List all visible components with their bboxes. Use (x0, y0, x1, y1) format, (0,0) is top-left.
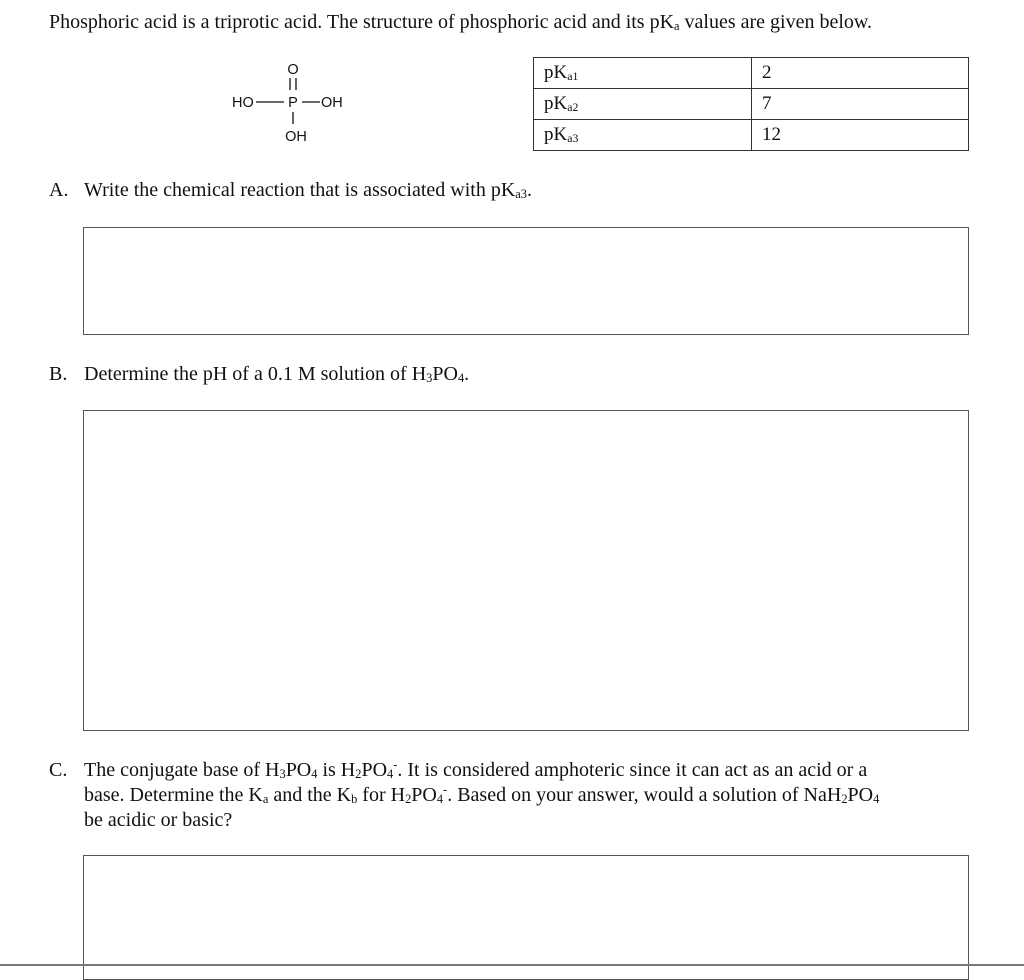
pka-label: $pK_{a2}$ (534, 89, 752, 120)
answer-box-a[interactable] (83, 227, 969, 335)
question-a-letter: A. (49, 179, 69, 201)
structure-phosphorus: P (288, 95, 298, 111)
pka-value: 7 (752, 89, 969, 120)
question-c-line-1: The conjugate base of $H_3PO_4$ is $H_2PO_4^-$. It is considered amphoteric since it can act as an acid or a (84, 757, 868, 782)
question-c-letter: C. (49, 759, 68, 781)
question-b-letter: B. (49, 363, 68, 385)
question-c-line-2: base. Determine the $K_a$ and the $K_b$ for $H_2PO_4^-$. Based on your answer, would a solution of $NaH_2PO_4$ (84, 782, 880, 807)
pka-row (534, 89, 969, 120)
pka-value: 2 (752, 58, 969, 89)
structure-top-oxygen: O (287, 62, 299, 78)
structure-left-group: HO (232, 95, 254, 111)
phosphoric-acid-structure (228, 60, 358, 150)
pka-row (534, 120, 969, 151)
pka-label: $pK_{a1}$ (534, 58, 752, 89)
question-b-text: Determine the pH of a 0.1 M solution of $H_3PO_4$. (84, 363, 470, 386)
pka-label: $pK_{a3}$ (534, 120, 752, 151)
pka-row (534, 58, 969, 89)
page-bottom-rule (0, 964, 1024, 966)
answer-box-b[interactable] (83, 410, 969, 731)
question-c-line-3: be acidic or basic? (84, 809, 233, 831)
question-a-text: Write the chemical reaction that is associated with $pK_{a3}$. (84, 179, 532, 202)
answer-box-c[interactable] (83, 855, 969, 980)
structure-right-group: OH (321, 95, 343, 111)
pka-table (533, 57, 969, 151)
structure-bottom-group: OH (285, 129, 307, 145)
intro-text: Phosphoric acid is a triprotic acid. The structure of phosphoric acid and its $pK_a$ values are given below. (49, 11, 873, 34)
pka-value: 12 (752, 120, 969, 151)
